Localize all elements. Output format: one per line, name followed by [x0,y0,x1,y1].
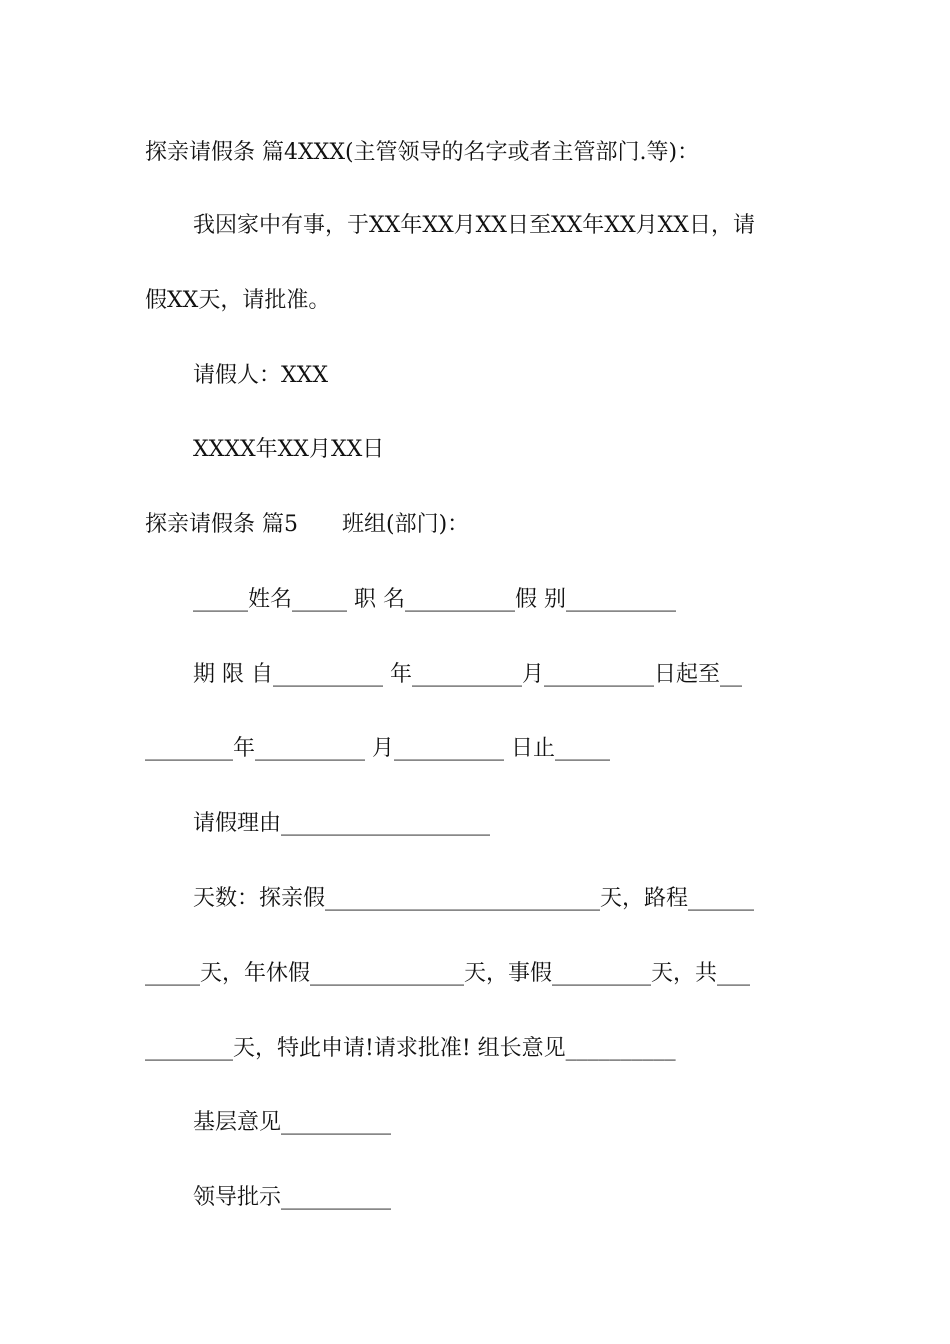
form-days-total-leader-opinion: ________天，特此申请!请求批准! 组长意见__________ [145,1036,676,1061]
form-grassroots-opinion: 基层意见__________ [193,1110,392,1135]
section-5-heading: 探亲请假条 篇5 班组(部门)： [145,512,470,537]
leave-request-text-continued: 假XX天，请批准。 [145,288,331,313]
form-period-start: 期 限 自__________ 年__________月__________日起至__ [193,662,742,687]
form-period-end: ________年__________ 月__________ 日止_____ [145,736,610,761]
form-leader-approval: 领导批示__________ [193,1185,392,1210]
applicant-line: 请假人：XXX [193,363,328,388]
form-name-title-type: _____姓名_____ 职 名__________假 别__________ [193,587,676,612]
leave-request-text: 我因家中有事，于XX年XX月XX日至XX年XX月XX日，请 [193,213,755,238]
form-reason: 请假理由___________________ [193,811,491,836]
form-days-home-leave: 天数：探亲假_________________________天，路程______ [193,886,755,911]
form-days-annual-personal: _____天，年休假______________天，事假_________天，共___ [145,961,751,986]
date-line: XXXX年XX月XX日 [193,437,385,462]
section-4-heading: 探亲请假条 篇4XXX(主管领导的名字或者主管部门.等)： [145,140,700,165]
